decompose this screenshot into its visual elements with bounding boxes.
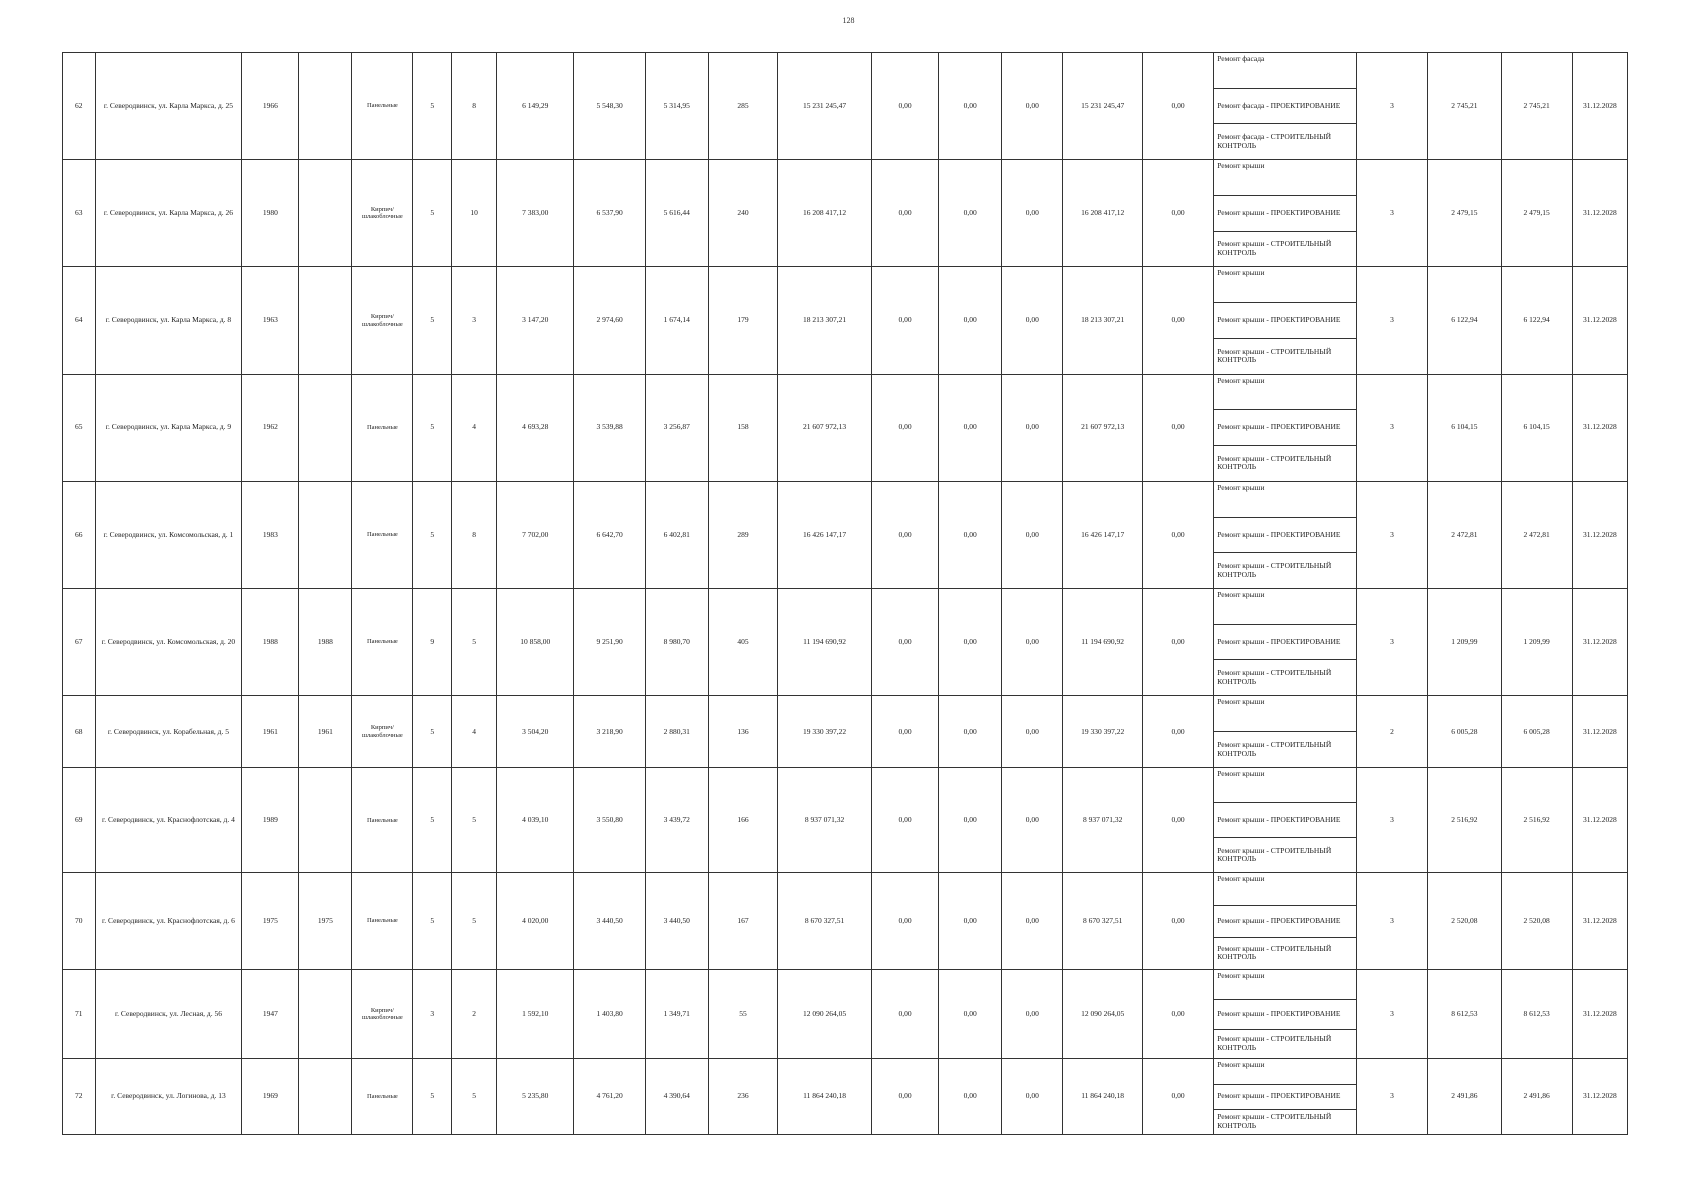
cost-owners-cell: 8 670 327,51 — [1063, 873, 1142, 969]
floors-cell: 5 — [413, 160, 452, 267]
entrances-cell: 5 — [452, 768, 497, 873]
address-cell: г. Северодвинск, ул. Карла Маркса, д. 9 — [95, 374, 242, 481]
cost-regional-cell: 0,00 — [939, 267, 1002, 374]
work-type-item: Ремонт крыши - ПРОЕКТИРОВАНИЕ — [1214, 517, 1356, 553]
deadline-cell: 31.12.2028 — [1572, 267, 1627, 374]
cost-owners-cell: 8 937 071,32 — [1063, 768, 1142, 873]
cost-other-cell: 0,00 — [1142, 1059, 1213, 1135]
address-cell: г. Северодвинск, ул. Логинова, д. 13 — [95, 1059, 242, 1135]
cost-local-cell: 0,00 — [1002, 696, 1063, 768]
deadline-cell: 31.12.2028 — [1572, 160, 1627, 267]
cost-total-cell: 16 208 417,12 — [778, 160, 872, 267]
row-number: 64 — [63, 267, 96, 374]
wall-material-cell: Панельные — [352, 481, 413, 588]
deadline-cell: 31.12.2028 — [1572, 969, 1627, 1059]
work-types-cell — [1214, 969, 1357, 1059]
entrances-cell: 5 — [452, 1059, 497, 1135]
cost-other-cell: 0,00 — [1142, 267, 1213, 374]
cost-local-cell: 0,00 — [1002, 160, 1063, 267]
address-cell: г. Северодвинск, ул. Карла Маркса, д. 26 — [95, 160, 242, 267]
area-living-cell: 1 349,71 — [645, 969, 708, 1059]
area-living-cell: 4 390,64 — [645, 1059, 708, 1135]
residents-cell: 158 — [708, 374, 777, 481]
work-type-item: Ремонт крыши - ПРОЕКТИРОВАНИЕ — [1214, 302, 1356, 338]
row-number: 68 — [63, 696, 96, 768]
work-type-item: Ремонт крыши — [1217, 769, 1265, 779]
address-cell: г. Северодвинск, ул. Лесная, д. 56 — [95, 969, 242, 1059]
unit-cost-max-cell: 2 472,81 — [1501, 481, 1572, 588]
cost-local-cell: 0,00 — [1002, 481, 1063, 588]
table-row — [63, 481, 1628, 588]
area-living-cell: 5 616,44 — [645, 160, 708, 267]
work-type-item: Ремонт крыши — [1217, 970, 1265, 980]
deadline-cell: 31.12.2028 — [1572, 589, 1627, 696]
row-number: 72 — [63, 1059, 96, 1135]
area-total-cell: 4 020,00 — [496, 873, 573, 969]
unit-cost-max-cell: 2 520,08 — [1501, 873, 1572, 969]
floors-cell: 5 — [413, 374, 452, 481]
year-built-cell: 1989 — [242, 768, 299, 873]
cost-total-cell: 18 213 307,21 — [778, 267, 872, 374]
work-type-item: Ремонт крыши - СТРОИТЕЛЬНЫЙ КОНТРОЛЬ — [1214, 338, 1356, 374]
year-built-cell: 1963 — [242, 267, 299, 374]
area-living-cell: 3 439,72 — [645, 768, 708, 873]
cost-regional-cell: 0,00 — [939, 969, 1002, 1059]
cost-local-cell: 0,00 — [1002, 969, 1063, 1059]
residents-cell: 166 — [708, 768, 777, 873]
row-number: 70 — [63, 873, 96, 969]
work-type-item: Ремонт крыши — [1217, 268, 1265, 278]
area-living-cell: 1 674,14 — [645, 267, 708, 374]
cost-owners-cell: 18 213 307,21 — [1063, 267, 1142, 374]
table-row — [63, 1059, 1628, 1135]
year-built-cell: 1966 — [242, 53, 299, 160]
area-living-cell: 2 880,31 — [645, 696, 708, 768]
work-types-cell — [1214, 481, 1357, 588]
work-types-cell — [1214, 267, 1357, 374]
work-type-item: Ремонт крыши - СТРОИТЕЛЬНЫЙ КОНТРОЛЬ — [1214, 231, 1356, 267]
work-type-item: Ремонт крыши - СТРОИТЕЛЬНЫЙ КОНТРОЛЬ — [1214, 837, 1356, 872]
area-living-cell: 5 314,95 — [645, 53, 708, 160]
year-built-cell: 1983 — [242, 481, 299, 588]
wall-material-cell: Панельные — [352, 1059, 413, 1135]
year-reconstruction-cell: 1988 — [299, 589, 352, 696]
year-reconstruction-cell: 1961 — [299, 696, 352, 768]
work-type-item: Ремонт крыши - ПРОЕКТИРОВАНИЕ — [1214, 1084, 1356, 1109]
floors-cell: 5 — [413, 53, 452, 160]
row-number: 71 — [63, 969, 96, 1059]
year-built-cell: 1947 — [242, 969, 299, 1059]
area-premises-cell: 1 403,80 — [574, 969, 645, 1059]
unit-cost-max-cell: 6 122,94 — [1501, 267, 1572, 374]
wall-material-cell: Панельные — [352, 873, 413, 969]
work-type-item: Ремонт крыши — [1217, 161, 1265, 171]
work-type-item: Ремонт крыши — [1217, 1060, 1265, 1070]
unit-cost-cell: 1 209,99 — [1428, 589, 1501, 696]
cost-other-cell: 0,00 — [1142, 481, 1213, 588]
work-type-item: Ремонт крыши — [1217, 697, 1265, 707]
cost-fund-cell: 0,00 — [871, 589, 938, 696]
area-premises-cell: 6 537,90 — [574, 160, 645, 267]
cost-local-cell: 0,00 — [1002, 589, 1063, 696]
area-premises-cell: 3 440,50 — [574, 873, 645, 969]
cost-total-cell: 11 864 240,18 — [778, 1059, 872, 1135]
wall-material-cell: Панельные — [352, 374, 413, 481]
year-built-cell: 1962 — [242, 374, 299, 481]
cost-local-cell: 0,00 — [1002, 267, 1063, 374]
floors-cell: 5 — [413, 768, 452, 873]
entrances-cell: 5 — [452, 589, 497, 696]
year-built-cell: 1975 — [242, 873, 299, 969]
area-premises-cell: 2 974,60 — [574, 267, 645, 374]
unit-cost-max-cell: 2 516,92 — [1501, 768, 1572, 873]
work-type-item: Ремонт крыши — [1217, 874, 1265, 884]
work-types-cell — [1214, 1059, 1357, 1135]
work-type-item: Ремонт крыши - СТРОИТЕЛЬНЫЙ КОНТРОЛЬ — [1214, 659, 1356, 695]
work-type-item: Ремонт крыши - СТРОИТЕЛЬНЫЙ КОНТРОЛЬ — [1214, 445, 1356, 481]
unit-cost-max-cell: 2 479,15 — [1501, 160, 1572, 267]
row-number: 69 — [63, 768, 96, 873]
area-total-cell: 10 858,00 — [496, 589, 573, 696]
unit-cost-max-cell: 2 745,21 — [1501, 53, 1572, 160]
entrances-cell: 10 — [452, 160, 497, 267]
year-reconstruction-cell — [299, 1059, 352, 1135]
area-total-cell: 7 702,00 — [496, 481, 573, 588]
page-number: 128 — [842, 16, 855, 25]
entrances-cell: 8 — [452, 481, 497, 588]
cost-fund-cell: 0,00 — [871, 374, 938, 481]
cost-owners-cell: 19 330 397,22 — [1063, 696, 1142, 768]
work-type-item: Ремонт крыши — [1217, 590, 1265, 600]
cost-fund-cell: 0,00 — [871, 267, 938, 374]
cost-regional-cell: 0,00 — [939, 873, 1002, 969]
cost-other-cell: 0,00 — [1142, 53, 1213, 160]
cost-total-cell: 8 670 327,51 — [778, 873, 872, 969]
row-number: 67 — [63, 589, 96, 696]
residents-cell: 285 — [708, 53, 777, 160]
work-type-item: Ремонт крыши - СТРОИТЕЛЬНЫЙ КОНТРОЛЬ — [1214, 937, 1356, 969]
residents-cell: 289 — [708, 481, 777, 588]
cost-regional-cell: 0,00 — [939, 53, 1002, 160]
cost-total-cell: 16 426 147,17 — [778, 481, 872, 588]
wall-material-cell: Панельные — [352, 53, 413, 160]
table-row — [63, 696, 1628, 768]
year-built-cell: 1961 — [242, 696, 299, 768]
cost-total-cell: 11 194 690,92 — [778, 589, 872, 696]
deadline-cell: 31.12.2028 — [1572, 873, 1627, 969]
cost-owners-cell: 16 426 147,17 — [1063, 481, 1142, 588]
year-built-cell: 1988 — [242, 589, 299, 696]
cost-local-cell: 0,00 — [1002, 873, 1063, 969]
residents-cell: 167 — [708, 873, 777, 969]
work-count-cell: 3 — [1356, 267, 1427, 374]
work-type-item: Ремонт крыши - ПРОЕКТИРОВАНИЕ — [1214, 624, 1356, 660]
address-cell: г. Северодвинск, ул. Краснофлотская, д. 4 — [95, 768, 242, 873]
residents-cell: 179 — [708, 267, 777, 374]
cost-local-cell: 0,00 — [1002, 53, 1063, 160]
unit-cost-cell: 6 005,28 — [1428, 696, 1501, 768]
cost-owners-cell: 16 208 417,12 — [1063, 160, 1142, 267]
address-cell: г. Северодвинск, ул. Комсомольская, д. 1 — [95, 481, 242, 588]
area-premises-cell: 3 539,88 — [574, 374, 645, 481]
cost-other-cell: 0,00 — [1142, 969, 1213, 1059]
floors-cell: 5 — [413, 481, 452, 588]
work-types-cell — [1214, 589, 1357, 696]
work-type-item: Ремонт крыши - СТРОИТЕЛЬНЫЙ КОНТРОЛЬ — [1214, 1029, 1356, 1059]
cost-local-cell: 0,00 — [1002, 1059, 1063, 1135]
cost-local-cell: 0,00 — [1002, 768, 1063, 873]
unit-cost-max-cell: 2 491,86 — [1501, 1059, 1572, 1135]
area-total-cell: 6 149,29 — [496, 53, 573, 160]
year-reconstruction-cell — [299, 267, 352, 374]
year-reconstruction-cell: 1975 — [299, 873, 352, 969]
entrances-cell: 8 — [452, 53, 497, 160]
cost-other-cell: 0,00 — [1142, 696, 1213, 768]
residents-cell: 236 — [708, 1059, 777, 1135]
unit-cost-max-cell: 6 104,15 — [1501, 374, 1572, 481]
residents-cell: 240 — [708, 160, 777, 267]
cost-fund-cell: 0,00 — [871, 53, 938, 160]
unit-cost-max-cell: 6 005,28 — [1501, 696, 1572, 768]
cost-total-cell: 19 330 397,22 — [778, 696, 872, 768]
deadline-cell: 31.12.2028 — [1572, 53, 1627, 160]
cost-fund-cell: 0,00 — [871, 873, 938, 969]
work-type-item: Ремонт крыши - СТРОИТЕЛЬНЫЙ КОНТРОЛЬ — [1214, 1109, 1356, 1134]
deadline-cell: 31.12.2028 — [1572, 1059, 1627, 1135]
cost-owners-cell: 12 090 264,05 — [1063, 969, 1142, 1059]
work-type-item: Ремонт фасада - СТРОИТЕЛЬНЫЙ КОНТРОЛЬ — [1214, 123, 1356, 159]
work-type-item: Ремонт крыши — [1217, 375, 1265, 385]
work-count-cell: 3 — [1356, 589, 1427, 696]
wall-material-cell: Кирпич/ шлакоблочные — [352, 267, 413, 374]
floors-cell: 5 — [413, 873, 452, 969]
address-cell: г. Северодвинск, ул. Карла Маркса, д. 8 — [95, 267, 242, 374]
residents-cell: 55 — [708, 969, 777, 1059]
table-row — [63, 589, 1628, 696]
area-premises-cell: 3 218,90 — [574, 696, 645, 768]
deadline-cell: 31.12.2028 — [1572, 374, 1627, 481]
unit-cost-cell: 2 516,92 — [1428, 768, 1501, 873]
repair-program-table — [62, 52, 1628, 1135]
unit-cost-cell: 2 520,08 — [1428, 873, 1501, 969]
table-row — [63, 53, 1628, 160]
cost-fund-cell: 0,00 — [871, 481, 938, 588]
year-reconstruction-cell — [299, 969, 352, 1059]
wall-material-cell: Панельные — [352, 768, 413, 873]
cost-fund-cell: 0,00 — [871, 696, 938, 768]
wall-material-cell: Кирпич/ шлакоблочные — [352, 696, 413, 768]
year-reconstruction-cell — [299, 481, 352, 588]
cost-regional-cell: 0,00 — [939, 768, 1002, 873]
year-reconstruction-cell — [299, 160, 352, 267]
floors-cell: 5 — [413, 267, 452, 374]
wall-material-cell: Панельные — [352, 589, 413, 696]
unit-cost-cell: 2 472,81 — [1428, 481, 1501, 588]
work-count-cell: 3 — [1356, 873, 1427, 969]
cost-other-cell: 0,00 — [1142, 768, 1213, 873]
area-premises-cell: 4 761,20 — [574, 1059, 645, 1135]
year-reconstruction-cell — [299, 768, 352, 873]
work-type-item: Ремонт крыши - СТРОИТЕЛЬНЫЙ КОНТРОЛЬ — [1214, 552, 1356, 588]
cost-owners-cell: 21 607 972,13 — [1063, 374, 1142, 481]
table-row — [63, 768, 1628, 873]
cost-total-cell: 12 090 264,05 — [778, 969, 872, 1059]
area-premises-cell: 6 642,70 — [574, 481, 645, 588]
work-types-cell — [1214, 696, 1357, 768]
cost-fund-cell: 0,00 — [871, 160, 938, 267]
floors-cell: 5 — [413, 1059, 452, 1135]
work-type-item: Ремонт крыши - ПРОЕКТИРОВАНИЕ — [1214, 905, 1356, 937]
work-types-cell — [1214, 768, 1357, 873]
area-total-cell: 5 235,80 — [496, 1059, 573, 1135]
area-total-cell: 4 039,10 — [496, 768, 573, 873]
address-cell: г. Северодвинск, ул. Карла Маркса, д. 25 — [95, 53, 242, 160]
row-number: 66 — [63, 481, 96, 588]
work-count-cell: 3 — [1356, 481, 1427, 588]
area-premises-cell: 5 548,30 — [574, 53, 645, 160]
unit-cost-cell: 2 745,21 — [1428, 53, 1501, 160]
unit-cost-cell: 6 104,15 — [1428, 374, 1501, 481]
entrances-cell: 2 — [452, 969, 497, 1059]
cost-regional-cell: 0,00 — [939, 160, 1002, 267]
work-type-item: Ремонт крыши - ПРОЕКТИРОВАНИЕ — [1214, 195, 1356, 231]
cost-fund-cell: 0,00 — [871, 768, 938, 873]
area-living-cell: 8 980,70 — [645, 589, 708, 696]
wall-material-cell: Кирпич/ шлакоблочные — [352, 969, 413, 1059]
work-count-cell: 3 — [1356, 374, 1427, 481]
cost-regional-cell: 0,00 — [939, 589, 1002, 696]
work-types-cell — [1214, 873, 1357, 969]
cost-other-cell: 0,00 — [1142, 160, 1213, 267]
entrances-cell: 4 — [452, 696, 497, 768]
table-row — [63, 267, 1628, 374]
cost-regional-cell: 0,00 — [939, 1059, 1002, 1135]
work-type-item: Ремонт крыши - СТРОИТЕЛЬНЫЙ КОНТРОЛЬ — [1214, 731, 1356, 767]
work-type-item: Ремонт фасада — [1217, 54, 1265, 63]
work-types-cell — [1214, 160, 1357, 267]
residents-cell: 136 — [708, 696, 777, 768]
entrances-cell: 3 — [452, 267, 497, 374]
year-built-cell: 1980 — [242, 160, 299, 267]
work-type-item: Ремонт фасада - ПРОЕКТИРОВАНИЕ — [1214, 88, 1356, 124]
work-count-cell: 3 — [1356, 768, 1427, 873]
deadline-cell: 31.12.2028 — [1572, 696, 1627, 768]
address-cell: г. Северодвинск, ул. Краснофлотская, д. 6 — [95, 873, 242, 969]
cost-other-cell: 0,00 — [1142, 589, 1213, 696]
address-cell: г. Северодвинск, ул. Корабельная, д. 5 — [95, 696, 242, 768]
cost-total-cell: 8 937 071,32 — [778, 768, 872, 873]
cost-total-cell: 21 607 972,13 — [778, 374, 872, 481]
table-row — [63, 873, 1628, 969]
wall-material-cell: Кирпич/ шлакоблочные — [352, 160, 413, 267]
floors-cell: 3 — [413, 969, 452, 1059]
cost-fund-cell: 0,00 — [871, 1059, 938, 1135]
area-total-cell: 4 693,28 — [496, 374, 573, 481]
cost-regional-cell: 0,00 — [939, 696, 1002, 768]
work-count-cell: 3 — [1356, 1059, 1427, 1135]
work-type-item: Ремонт крыши - ПРОЕКТИРОВАНИЕ — [1214, 409, 1356, 445]
unit-cost-max-cell: 8 612,53 — [1501, 969, 1572, 1059]
work-count-cell: 3 — [1356, 160, 1427, 267]
work-count-cell: 3 — [1356, 969, 1427, 1059]
work-types-cell — [1214, 53, 1357, 160]
area-living-cell: 6 402,81 — [645, 481, 708, 588]
area-total-cell: 1 592,10 — [496, 969, 573, 1059]
residents-cell: 405 — [708, 589, 777, 696]
work-types-cell — [1214, 374, 1357, 481]
cost-other-cell: 0,00 — [1142, 374, 1213, 481]
row-number: 62 — [63, 53, 96, 160]
row-number: 65 — [63, 374, 96, 481]
area-premises-cell: 3 550,80 — [574, 768, 645, 873]
cost-total-cell: 15 231 245,47 — [778, 53, 872, 160]
year-reconstruction-cell — [299, 53, 352, 160]
table-row — [63, 374, 1628, 481]
cost-other-cell: 0,00 — [1142, 873, 1213, 969]
row-number: 63 — [63, 160, 96, 267]
work-count-cell: 3 — [1356, 53, 1427, 160]
deadline-cell: 31.12.2028 — [1572, 481, 1627, 588]
area-living-cell: 3 440,50 — [645, 873, 708, 969]
cost-regional-cell: 0,00 — [939, 374, 1002, 481]
cost-regional-cell: 0,00 — [939, 481, 1002, 588]
cost-fund-cell: 0,00 — [871, 969, 938, 1059]
entrances-cell: 4 — [452, 374, 497, 481]
area-total-cell: 3 504,20 — [496, 696, 573, 768]
area-living-cell: 3 256,87 — [645, 374, 708, 481]
work-type-item: Ремонт крыши - ПРОЕКТИРОВАНИЕ — [1214, 999, 1356, 1029]
work-count-cell: 2 — [1356, 696, 1427, 768]
area-total-cell: 3 147,20 — [496, 267, 573, 374]
cost-local-cell: 0,00 — [1002, 374, 1063, 481]
deadline-cell: 31.12.2028 — [1572, 768, 1627, 873]
area-premises-cell: 9 251,90 — [574, 589, 645, 696]
area-total-cell: 7 383,00 — [496, 160, 573, 267]
year-reconstruction-cell — [299, 374, 352, 481]
work-type-item: Ремонт крыши — [1217, 482, 1265, 492]
unit-cost-cell: 2 491,86 — [1428, 1059, 1501, 1135]
unit-cost-cell: 8 612,53 — [1428, 969, 1501, 1059]
cost-owners-cell: 15 231 245,47 — [1063, 53, 1142, 160]
unit-cost-cell: 2 479,15 — [1428, 160, 1501, 267]
address-cell: г. Северодвинск, ул. Комсомольская, д. 20 — [95, 589, 242, 696]
unit-cost-max-cell: 1 209,99 — [1501, 589, 1572, 696]
floors-cell: 5 — [413, 696, 452, 768]
floors-cell: 9 — [413, 589, 452, 696]
work-type-item: Ремонт крыши - ПРОЕКТИРОВАНИЕ — [1214, 802, 1356, 837]
table-row — [63, 969, 1628, 1059]
cost-owners-cell: 11 864 240,18 — [1063, 1059, 1142, 1135]
table-row — [63, 160, 1628, 267]
year-built-cell: 1969 — [242, 1059, 299, 1135]
entrances-cell: 5 — [452, 873, 497, 969]
unit-cost-cell: 6 122,94 — [1428, 267, 1501, 374]
cost-owners-cell: 11 194 690,92 — [1063, 589, 1142, 696]
